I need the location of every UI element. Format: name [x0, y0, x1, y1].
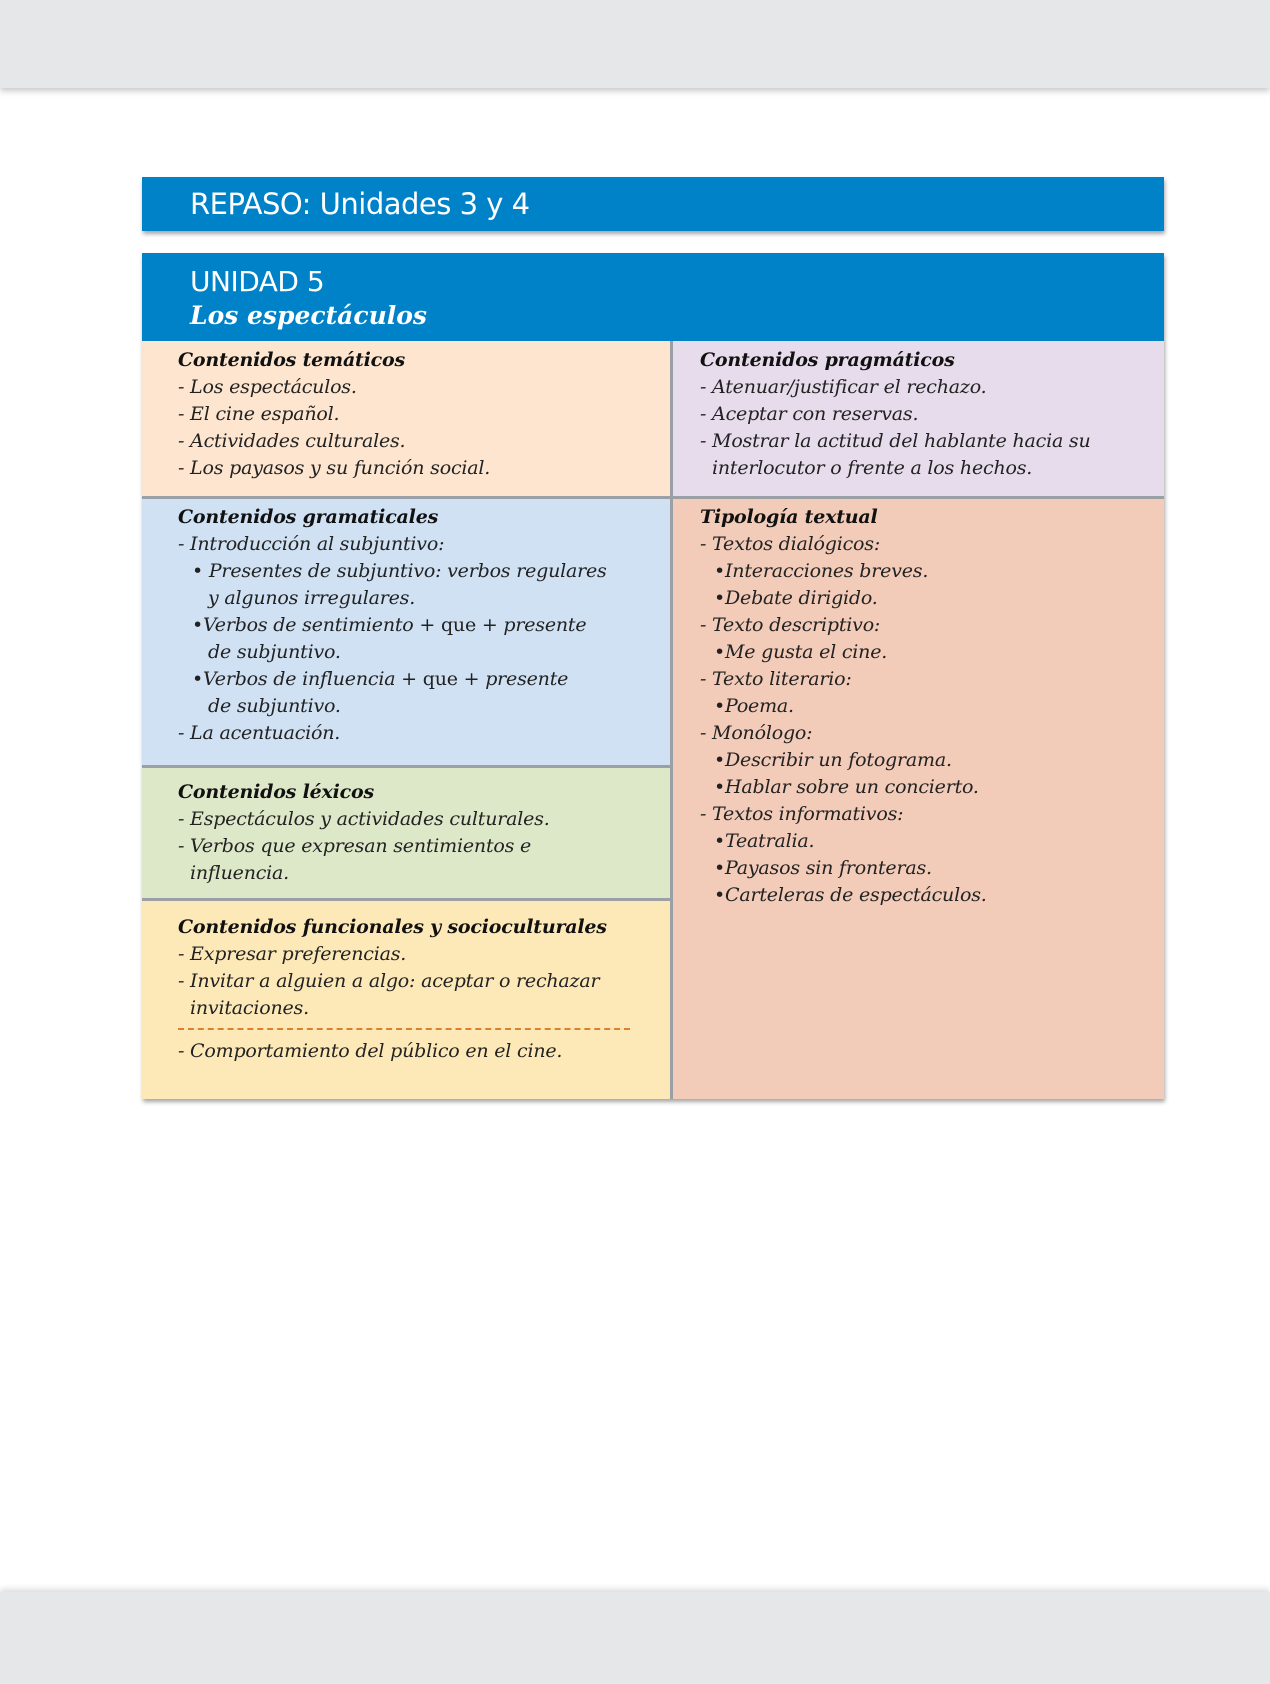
list-item: - El cine español.: [178, 403, 340, 425]
funcionales-heading: Contenidos funcionales y socioculturales: [178, 916, 607, 938]
bullet-item: •Payasos sin fronteras.: [714, 857, 932, 879]
list-item: - Aceptar con reservas.: [700, 403, 919, 425]
list-item: - Verbos que expresan sentimientos e: [178, 835, 532, 857]
gramaticales-cell: [142, 498, 671, 766]
repaso-header-bar: [142, 177, 1164, 231]
list-item: - Textos informativos:: [700, 803, 904, 825]
bullet-continuation: de subjuntivo.: [208, 641, 341, 663]
pragmaticos-heading: Contenidos pragmáticos: [700, 349, 955, 371]
formula-connector: + que +: [413, 614, 504, 636]
list-item: - Los espectáculos.: [178, 376, 357, 398]
tipologia-heading: Tipología textual: [700, 506, 878, 528]
repaso-title: REPASO: Unidades 3 y 4: [190, 187, 530, 221]
row-divider: [142, 496, 1164, 499]
bullet-item: •Describir un fotograma.: [714, 749, 952, 771]
lexicos-cell: [142, 767, 671, 899]
list-item: - Comportamiento del público en el cine.: [178, 1040, 563, 1062]
tematicos-heading: Contenidos temáticos: [178, 349, 405, 371]
bullet-text: •Verbos de influencia: [192, 668, 396, 690]
bullet-item: •Me gusta el cine.: [714, 641, 888, 663]
unit-header: [142, 253, 1164, 341]
funcionales-cell: [142, 900, 671, 1099]
unit-title: UNIDAD 5: [190, 265, 325, 298]
list-item: - Atenuar/justificar el rechazo.: [700, 376, 987, 398]
list-item: - La acentuación.: [178, 722, 341, 744]
bullet-text: presente: [485, 668, 569, 690]
bullet-text: presente: [503, 614, 587, 636]
dashed-divider: [178, 1028, 630, 1030]
bullet-item: [178, 612, 661, 639]
list-item: - Textos dialógicos:: [700, 533, 881, 555]
list-item: - Los payasos y su función social.: [178, 457, 491, 479]
lexicos-heading: Contenidos léxicos: [178, 781, 374, 803]
list-item: - Mostrar la actitud del hablante hacia su: [700, 430, 1091, 452]
list-item: - Espectáculos y actividades culturales.: [178, 808, 550, 830]
list-item: - Introducción al subjuntivo:: [178, 533, 445, 555]
bullet-item: [178, 666, 661, 693]
list-item-continuation: invitaciones.: [190, 997, 309, 1019]
list-item: - Texto literario:: [700, 668, 852, 690]
list-item-continuation: interlocutor o frente a los hechos.: [712, 457, 1033, 479]
bullet-text: •Verbos de sentimiento: [192, 614, 414, 636]
tematicos-cell: [142, 341, 671, 497]
bullet-item: •Carteleras de espectáculos.: [714, 884, 987, 906]
bullet-item: •Poema.: [714, 695, 794, 717]
list-item: - Texto descriptivo:: [700, 614, 881, 636]
pragmaticos-cell: [672, 341, 1164, 497]
bullet-item: •Interacciones breves.: [714, 560, 929, 582]
bullet-item: • Presentes de subjuntivo: verbos regulares: [192, 560, 607, 582]
list-item: - Expresar preferencias.: [178, 943, 407, 965]
bottom-page-band: [0, 1592, 1270, 1684]
unit-subtitle: Los espectáculos: [190, 301, 428, 330]
list-item: - Monólogo:: [700, 722, 813, 744]
bullet-item: •Debate dirigido.: [714, 587, 878, 609]
bullet-item: •Teatralia.: [714, 830, 815, 852]
list-item: - Actividades culturales.: [178, 430, 406, 452]
bullet-continuation: de subjuntivo.: [208, 695, 341, 717]
bullet-continuation: y algunos irregulares.: [208, 587, 416, 609]
tipologia-cell: [672, 498, 1164, 1099]
row-divider: [142, 765, 671, 768]
bullet-item: •Hablar sobre un concierto.: [714, 776, 979, 798]
column-divider: [670, 341, 673, 1099]
gramaticales-heading: Contenidos gramaticales: [178, 506, 439, 528]
row-divider: [142, 898, 671, 901]
list-item-continuation: influencia.: [190, 862, 290, 884]
top-page-band: [0, 0, 1270, 88]
formula-connector: + que +: [395, 668, 486, 690]
unit-summary-table: [142, 253, 1164, 1099]
list-item: - Invitar a alguien a algo: aceptar o rechazar: [178, 970, 600, 992]
